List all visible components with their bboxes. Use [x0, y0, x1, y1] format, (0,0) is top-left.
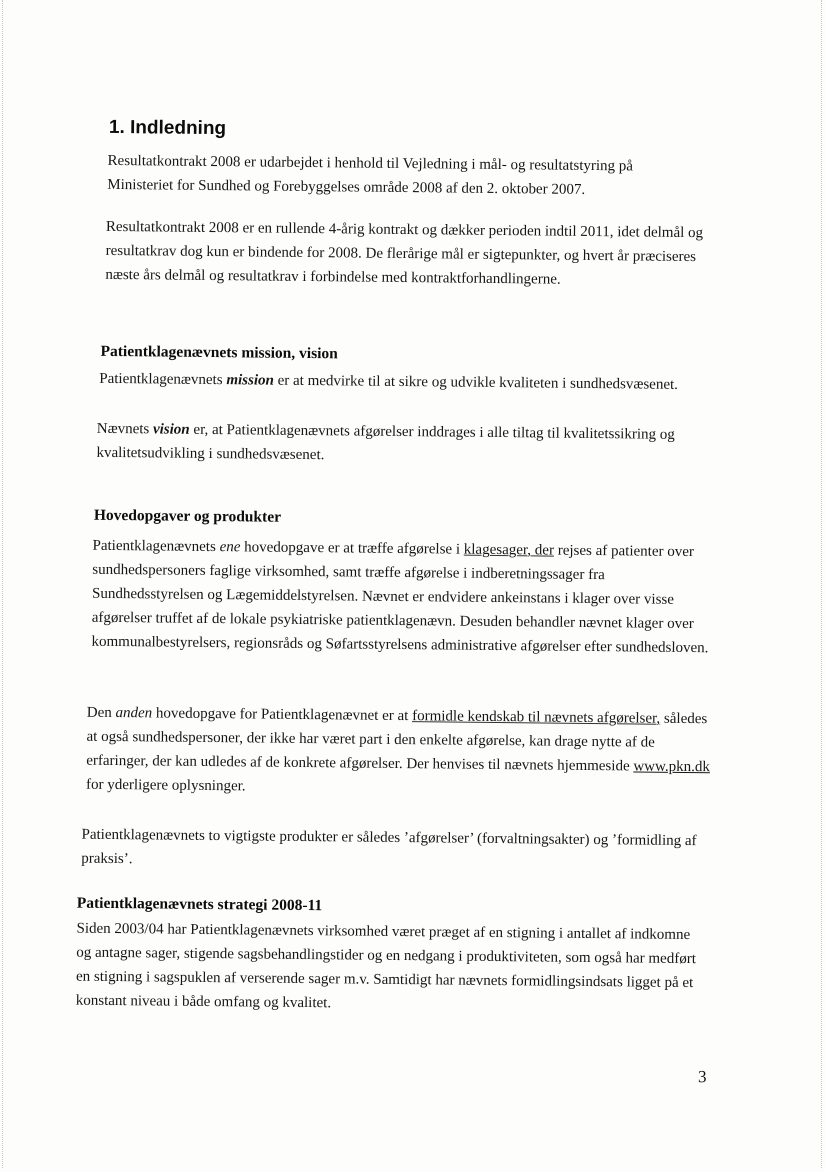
tasks-p1-keyword: ene: [219, 539, 241, 556]
tasks-p1-start: Patientklagenævnets: [92, 537, 220, 556]
tasks-p2-middle: hovedopgave for Patientklagenævnet er at: [152, 705, 413, 725]
page-number: 3: [697, 1067, 707, 1087]
intro-paragraph-2: Resultatkontrakt 2008 er en rullende 4-årig kontrakt og dækker perioden indtil 2011, idet delmål og resultatkrav dog kun er bindende for 2008. De flerårige mål er sigtepunkter, og hvert år præciseres næste års delmål og resultatkrav i forbindelse med kontraktforhandlingerne.: [105, 218, 704, 288]
tasks-paragraph-1: [91, 534, 717, 661]
tasks-p1-middle: hovedopgave er at træffe afgørelse i: [240, 539, 464, 558]
mission-paragraph: [99, 367, 739, 398]
tasks-p2-underlined: formidle kendskab til nævnets afgørelser,: [412, 708, 661, 727]
vision-text-start: Nævnets: [96, 420, 154, 438]
tasks-p2-continued: således at også sundhedspersoner, der ikke har været part i den enkelte afgørelse, kan drage nytte af de erfaringer, der kan udledes af de konkrete afgørelser. Der henvises til nævnets hjemmeside: [86, 710, 708, 775]
tasks-p1-end: rejses af patienter over sundhedspersoners faglige virksomhed, samt træffe afgørelse i indberetningssager fra Sundhedsstyrelsen og Lægemiddelstyrelsen. Nævnet er endvidere ankeinstans i klager over visse afgørelser truffet af de lokale psykiatriske patientklagenævn. Desuden behandler nævnet klager over kommunalbestyrelsers, regionsråds og Søfartsstyrelsens administrative afgørelser efter sundhedsloven.: [91, 542, 709, 657]
tasks-p1-underlined: klagesager, der: [463, 541, 555, 559]
tasks-heading: Hovedopgaver og produkter: [93, 506, 282, 526]
tasks-p2-start: Den: [86, 704, 116, 722]
vision-keyword: vision: [152, 421, 190, 438]
intro-paragraph-1: Resultatkontrakt 2008 er udarbejdet i henhold til Vejledning i mål- og resultatstyring på Ministeriet for Sundhed og Forebyggelses område 2008 af den 2. oktober 2007.: [107, 152, 634, 198]
tasks-paragraph-2: [86, 701, 717, 804]
mission-text-end: er at medvirke til at sikre og udvikle kvaliteten i sundhedsvæsenet.: [273, 372, 679, 393]
mission-vision-heading: Patientklagenævnets mission, vision: [100, 342, 338, 363]
tasks-paragraph-3: Patientklagenævnets to vigtigste produkter er således ’afgørelser’ (forvaltningsakter) og ’formidling af praksis’.: [81, 826, 697, 868]
section-heading: 1. Indledning: [108, 116, 227, 140]
mission-text-start: Patientklagenævnets: [99, 370, 227, 389]
tasks-p2-end: for yderligere oplysninger.: [85, 776, 246, 795]
strategy-heading: Patientklagenævnets strategi 2008-11: [76, 894, 323, 915]
mission-keyword: mission: [226, 372, 274, 389]
website-link[interactable]: www.pkn.dk: [633, 758, 711, 776]
vision-text-end: er, at Patientklagenævnets afgørelser inddrages i alle tiltag til kvalitetssikring og kvalitetsudvikling i sundhedsvæsenet.: [96, 421, 675, 464]
tasks-p2-keyword: anden: [115, 705, 153, 722]
vision-paragraph: [96, 417, 721, 472]
strategy-paragraph: Siden 2003/04 har Patientklagenævnets virksomhed været præget af en stigning i antallet af indkomne og antagne sager, stigende sagsbehandlingstider og en nedgang i produktiviteten, som også har medført en stigning i sagspuklen af verserende sager m.v. Samtidigt har nævnets formidlingsindsats ligget på et konstant niveau i både omfang og kvalitet.: [75, 920, 697, 1012]
